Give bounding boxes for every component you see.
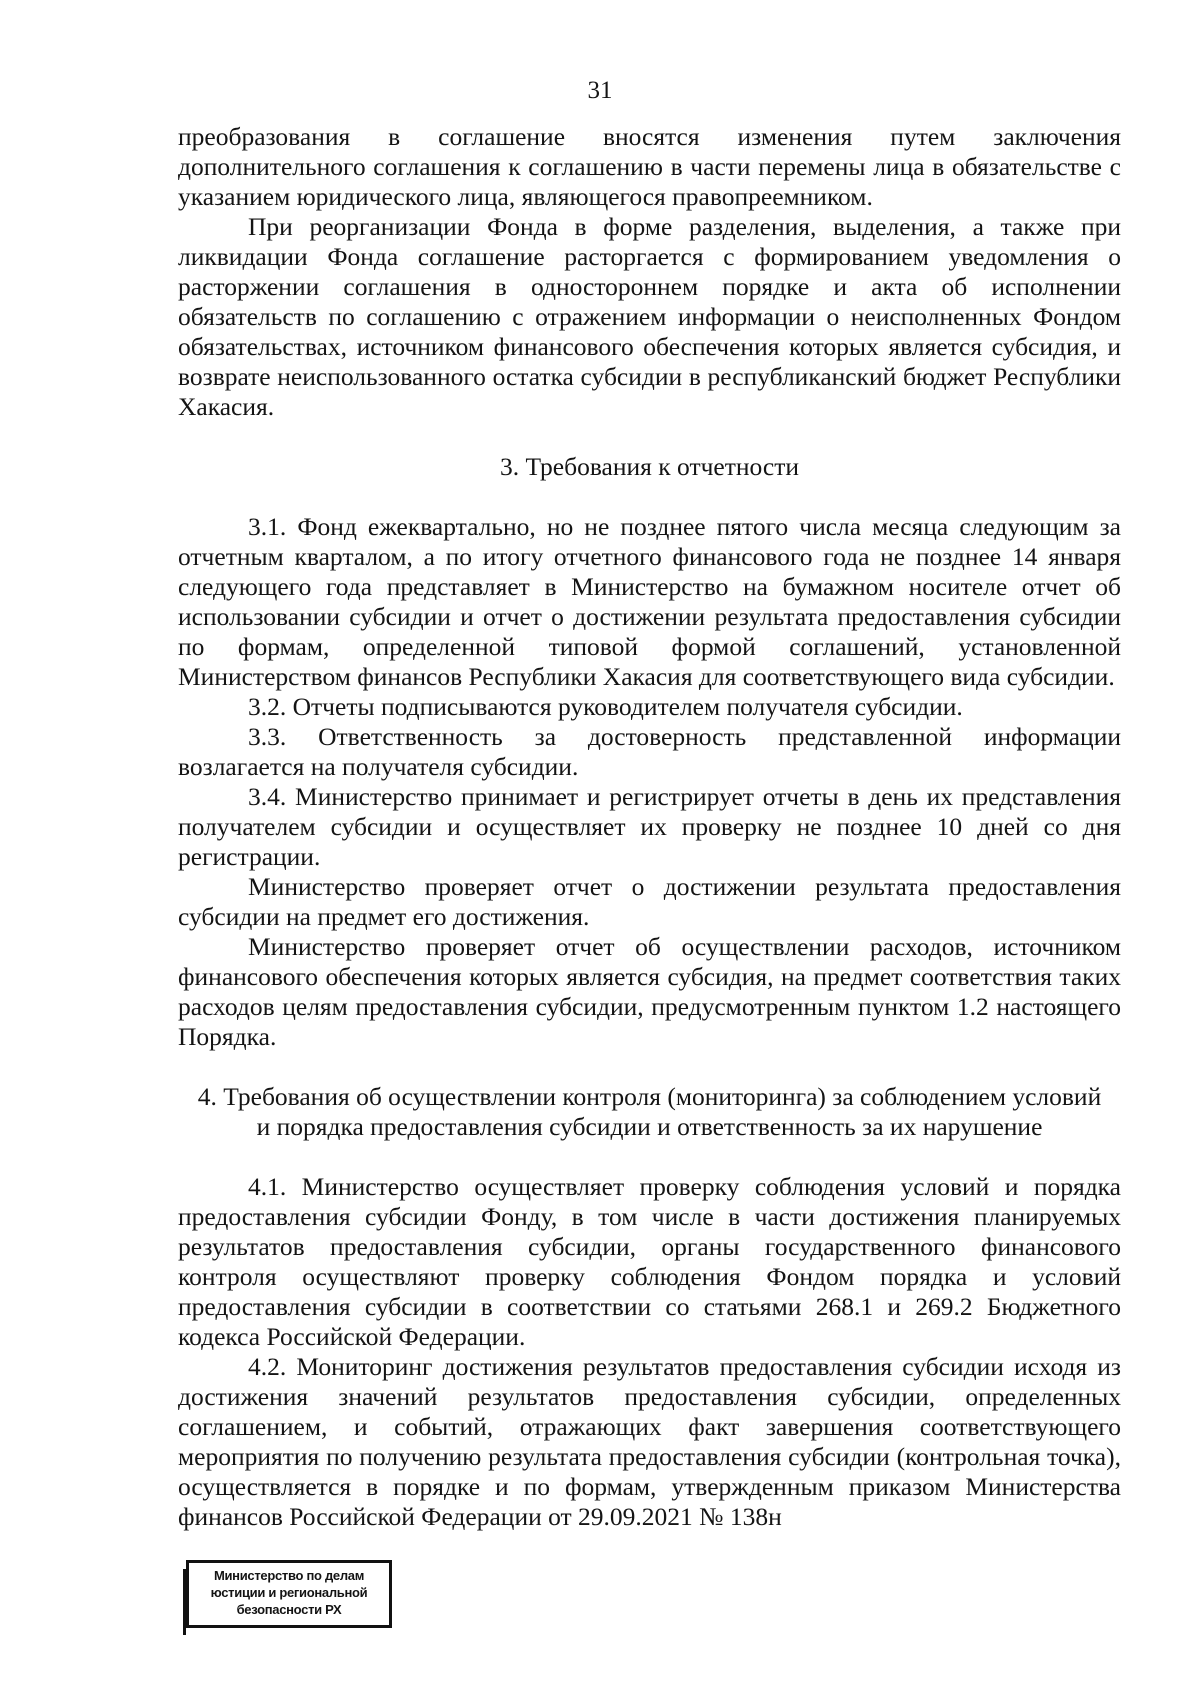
section-heading-4-line1: 4. Требования об осуществлении контроля (мониторинга) за соблюдением условий <box>197 1082 1102 1111</box>
section-heading-4-line2: и порядка предоставления субсидии и ответственность за их нарушение <box>256 1112 1043 1141</box>
section-heading-3: 3. Требования к отчетности <box>499 452 800 481</box>
paragraph-3-3: 3.3. Ответственность за достоверность представленной информации возлагается на получателя субсидии. <box>178 722 1121 781</box>
paragraph-continuation: преобразования в соглашение вносятся изменения путем заключения дополнительного соглашения к соглашению в части перемены лица в обязательстве с указанием юридического лица, являющегося правопреемником. <box>178 122 1121 211</box>
paragraph-3-1: 3.1. Фонд ежеквартально, но не позднее пятого числа месяца следующим за отчетным кварталом, а по итогу отчетного финансового года не позднее 14 января следующего года представляет в Министерство на бумажном носителе отчет об использовании субсидии и отчет о достижении результата предоставления субсидии по формам, определенной типовой формой соглашений, установленной Министерством финансов Республики Хакасия для соответствующего вида субсидии. <box>178 512 1121 691</box>
paragraph-4-1: 4.1. Министерство осуществляет проверку соблюдения условий и порядка предоставления субсидии Фонду, в том числе в части достижения планируемых результатов предоставления субсидии, органы государственного финансового контроля осуществляют проверку соблюдения Фондом порядка и условий предоставления субсидии в соответствии со статьями 268.1 и 269.2 Бюджетного кодекса Российской Федерации. <box>178 1172 1121 1351</box>
paragraph-reorganization: При реорганизации Фонда в форме разделения, выделения, а также при ликвидации Фонда соглашение расторгается с формированием уведомления о расторжении соглашения в одностороннем порядке и акта об исполнении обязательств по соглашению с отражением информации о неисполненных Фондом обязательствах, источником финансового обеспечения которых является субсидия, и возврате неиспользованного остатка субсидии в республиканский бюджет Республики Хакасия. <box>178 212 1121 421</box>
section-heading-4 <box>178 1082 1121 1142</box>
stamp-line-1: Министерство по делам <box>213 1568 365 1583</box>
page-number: 31 <box>587 77 613 104</box>
paragraph-3-2: 3.2. Отчеты подписываются руководителем получателя субсидии. <box>248 692 963 721</box>
paragraph-3-4-result-check: Министерство проверяет отчет о достижении результата предоставления субсидии на предмет его достижения. <box>178 872 1121 931</box>
paragraph-3-4-expense-check: Министерство проверяет отчет об осуществлении расходов, источником финансового обеспечения которых является субсидия, на предмет соответствия таких расходов целям предоставления субсидии, предусмотренным пунктом 1.2 настоящего Порядка. <box>178 932 1121 1051</box>
paragraph-4-2: 4.2. Мониторинг достижения результатов предоставления субсидии исходя из достижения значений результатов предоставления субсидии, определенных соглашением, и событий, отражающих факт завершения соответствующего мероприятия по получению результата предоставления субсидии (контрольная точка), осуществляется в порядке и по формам, утвержденным приказом Министерства финансов Российской Федерации от 29.09.2021 № 138н <box>178 1352 1121 1531</box>
document-body <box>178 122 1121 1532</box>
stamp-line-3: безопасности РХ <box>236 1602 342 1617</box>
ministry-stamp <box>186 1560 392 1628</box>
stamp-line-2: юстиции и региональной <box>210 1585 368 1600</box>
paragraph-3-4: 3.4. Министерство принимает и регистрирует отчеты в день их представления получателем субсидии и осуществляет их проверку не позднее 10 дней со дня регистрации. <box>178 782 1121 871</box>
